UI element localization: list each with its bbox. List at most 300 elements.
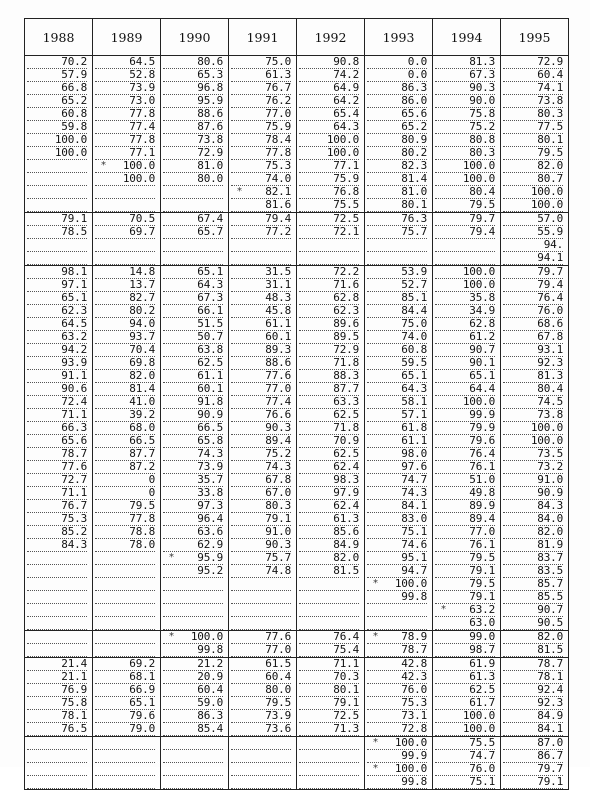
- cell-value-upper: 14.8: [95, 266, 155, 279]
- table-cell: [93, 552, 161, 578]
- table-row: [25, 344, 569, 370]
- cell-value-lower: 84.9: [299, 539, 359, 552]
- cell-value-lower: 97.9: [299, 487, 359, 500]
- cell-value-upper: 100.0: [503, 422, 563, 435]
- cell-value-upper: 72.4: [27, 396, 87, 409]
- cell-value-upper: [231, 737, 291, 750]
- table-cell: [25, 396, 93, 422]
- cell-value-lower: 60.1: [231, 331, 291, 344]
- cell-value-lower: 93.7: [95, 331, 155, 344]
- table-row: [25, 239, 569, 266]
- cell-value-upper: 93.1: [503, 344, 563, 357]
- cell-value-upper: 76.3: [367, 213, 427, 226]
- table-cell: [297, 474, 365, 500]
- table-cell: [365, 631, 433, 658]
- cell-value-upper: 72.5: [299, 710, 359, 723]
- table-cell: [229, 370, 297, 396]
- cell-value-upper: 77.6: [231, 631, 291, 644]
- table-cell: [501, 578, 569, 604]
- table-cell: [433, 448, 501, 474]
- cell-value-upper: 62.8: [435, 318, 495, 331]
- table-row: [25, 370, 569, 396]
- cell-value-lower: 39.2: [95, 409, 155, 422]
- table-cell: [161, 474, 229, 500]
- cell-value-lower: 65.1: [95, 697, 155, 710]
- table-cell: [365, 396, 433, 422]
- table-cell: [25, 56, 93, 83]
- cell-value-upper: 94.: [503, 239, 563, 252]
- cell-value-upper: 65.4: [299, 108, 359, 121]
- cell-value-upper: [27, 737, 87, 750]
- table-cell: [161, 552, 229, 578]
- table-cell: [365, 448, 433, 474]
- table-cell: [229, 684, 297, 710]
- table-row: [25, 292, 569, 318]
- cell-value-lower: [299, 617, 359, 630]
- cell-value-lower: 79.6: [435, 435, 495, 448]
- cell-value-upper: 75.0: [231, 56, 291, 69]
- table-cell: [501, 292, 569, 318]
- cell-value-upper: 73.9: [231, 710, 291, 723]
- cell-value-upper: 66.3: [27, 422, 87, 435]
- cell-value-lower: 77.5: [503, 121, 563, 134]
- cell-value-lower: 70.3: [299, 671, 359, 684]
- cell-value-upper: 75.3: [231, 160, 291, 173]
- cell-value-lower: 79.1: [435, 591, 495, 604]
- table-cell: [433, 631, 501, 658]
- cell-value-lower: 75.9: [299, 173, 359, 186]
- table-cell: [365, 604, 433, 631]
- table-cell: [501, 186, 569, 213]
- cell-value-upper: 80.1: [299, 684, 359, 697]
- table-cell: [93, 56, 161, 83]
- cell-value-lower: 61.2: [435, 331, 495, 344]
- cell-value-upper: 75.8: [435, 108, 495, 121]
- cell-value-lower: 90.3: [231, 539, 291, 552]
- table-cell: [25, 710, 93, 737]
- table-cell: [365, 134, 433, 160]
- cell-value-lower: [163, 776, 223, 789]
- cell-value-lower: 13.7: [95, 279, 155, 292]
- cell-value-upper: 77.4: [231, 396, 291, 409]
- cell-value-upper: 82.7: [95, 292, 155, 305]
- cell-value-lower: 72.8: [367, 723, 427, 736]
- cell-value-lower: 89.4: [231, 435, 291, 448]
- cell-value-upper: [95, 578, 155, 591]
- cell-value-upper: 100.0: [367, 578, 427, 591]
- table-cell: [501, 710, 569, 737]
- cell-value-lower: [27, 173, 87, 186]
- table-cell: [365, 578, 433, 604]
- table-row: [25, 658, 569, 685]
- cell-value-upper: 76.7: [231, 82, 291, 95]
- table-cell: [297, 500, 365, 526]
- table-cell: [229, 422, 297, 448]
- cell-value-upper: 80.3: [503, 108, 563, 121]
- table-cell: [229, 448, 297, 474]
- table-cell: [433, 292, 501, 318]
- cell-value-lower: 96.4: [163, 513, 223, 526]
- data-table: [24, 18, 569, 790]
- cell-value-upper: 65.1: [163, 266, 223, 279]
- cell-value-lower: 65.3: [163, 69, 223, 82]
- asterisk-mark: *: [441, 604, 446, 615]
- table-cell: [229, 186, 297, 213]
- cell-value-upper: 51.5: [163, 318, 223, 331]
- cell-value-lower: 85.4: [163, 723, 223, 736]
- table-cell: [365, 344, 433, 370]
- cell-value-upper: 72.9: [503, 56, 563, 69]
- cell-value-upper: 88.3: [299, 370, 359, 383]
- table-cell: [93, 578, 161, 604]
- cell-value-lower: 80.4: [503, 383, 563, 396]
- table-cell: [433, 737, 501, 764]
- cell-value-upper: 61.8: [367, 422, 427, 435]
- cell-value-upper: 100.0: [299, 134, 359, 147]
- cell-value-upper: 72.9: [299, 344, 359, 357]
- cell-value-upper: 82.0: [95, 370, 155, 383]
- cell-value-upper: 82.1: [231, 186, 291, 199]
- cell-value-lower: 100.0: [435, 173, 495, 186]
- cell-value-lower: 61.3: [231, 69, 291, 82]
- cell-value-lower: 61.7: [435, 697, 495, 710]
- cell-value-lower: 100.0: [27, 147, 87, 160]
- table-cell: [93, 396, 161, 422]
- cell-value-lower: 62.3: [27, 305, 87, 318]
- cell-value-lower: 59.0: [163, 697, 223, 710]
- cell-value-upper: 89.3: [231, 344, 291, 357]
- cell-value-lower: 20.9: [163, 671, 223, 684]
- table-cell: [93, 266, 161, 293]
- cell-value-upper: 80.3: [231, 500, 291, 513]
- cell-value-lower: 97.1: [27, 279, 87, 292]
- cell-value-lower: 76.6: [231, 409, 291, 422]
- cell-value-upper: 78.8: [95, 526, 155, 539]
- cell-value-lower: 62.3: [299, 305, 359, 318]
- table-cell: [501, 500, 569, 526]
- table-cell: [93, 344, 161, 370]
- cell-value-upper: 79.7: [503, 266, 563, 279]
- table-cell: [501, 422, 569, 448]
- cell-value-lower: 60.1: [163, 383, 223, 396]
- table-cell: [433, 318, 501, 344]
- cell-value-lower: [299, 591, 359, 604]
- table-cell: [93, 318, 161, 344]
- cell-value-upper: 90.3: [231, 422, 291, 435]
- table-cell: [501, 344, 569, 370]
- cell-value-lower: 74.0: [231, 173, 291, 186]
- table-cell: [433, 658, 501, 685]
- table-cell: [433, 422, 501, 448]
- cell-value-lower: 75.7: [367, 226, 427, 239]
- cell-value-lower: 90.9: [503, 487, 563, 500]
- cell-value-lower: 73.0: [95, 95, 155, 108]
- cell-value-lower: [299, 750, 359, 763]
- cell-value-upper: 76.7: [27, 500, 87, 513]
- table-cell: [93, 500, 161, 526]
- cell-value-lower: 64.3: [299, 121, 359, 134]
- table-cell: [297, 578, 365, 604]
- table-cell: [433, 239, 501, 266]
- table-cell: [297, 631, 365, 658]
- cell-value-upper: 79.5: [435, 578, 495, 591]
- cell-value-upper: 0: [95, 474, 155, 487]
- table-cell: [161, 108, 229, 134]
- table-cell: [297, 213, 365, 240]
- cell-value-lower: 0.0: [367, 69, 427, 82]
- cell-value-lower: 90.1: [435, 357, 495, 370]
- table-cell: [25, 684, 93, 710]
- table-cell: [93, 370, 161, 396]
- cell-value-upper: [95, 186, 155, 199]
- cell-value-upper: 79.9: [435, 422, 495, 435]
- cell-value-upper: [299, 763, 359, 776]
- cell-value-lower: [27, 199, 87, 212]
- cell-value-upper: 84.3: [503, 500, 563, 513]
- cell-value-lower: 64.3: [163, 279, 223, 292]
- year-header: 1995: [501, 19, 569, 56]
- cell-value-lower: 88.6: [231, 357, 291, 370]
- cell-value-lower: 100.0: [503, 435, 563, 448]
- table-row: [25, 186, 569, 213]
- cell-value-lower: 84.3: [27, 539, 87, 552]
- cell-value-upper: [435, 239, 495, 252]
- cell-value-upper: 62.8: [299, 292, 359, 305]
- cell-value-lower: [231, 750, 291, 763]
- cell-value-upper: 79.4: [231, 213, 291, 226]
- table-cell: [229, 266, 297, 293]
- cell-value-lower: 77.4: [95, 121, 155, 134]
- table-cell: [229, 396, 297, 422]
- cell-value-upper: 73.9: [95, 82, 155, 95]
- table-cell: [25, 422, 93, 448]
- cell-value-upper: 75.7: [231, 552, 291, 565]
- cell-value-lower: 85.5: [503, 591, 563, 604]
- cell-value-upper: 91.1: [27, 370, 87, 383]
- cell-value-upper: 94.2: [27, 344, 87, 357]
- table-cell: [25, 737, 93, 764]
- table-cell: [161, 448, 229, 474]
- cell-value-lower: 80.0: [163, 173, 223, 186]
- cell-value-lower: 78.1: [503, 671, 563, 684]
- cell-value-upper: [367, 604, 427, 617]
- cell-value-lower: 97.6: [367, 461, 427, 474]
- cell-value-upper: 0.0: [367, 56, 427, 69]
- cell-value-lower: 66.1: [163, 305, 223, 318]
- cell-value-lower: 94.1: [503, 252, 563, 265]
- table-cell: [229, 604, 297, 631]
- cell-value-upper: [231, 763, 291, 776]
- year-header: 1988: [25, 19, 93, 56]
- table-cell: [161, 710, 229, 737]
- table-cell: [161, 160, 229, 186]
- table-cell: [229, 213, 297, 240]
- table-cell: [433, 266, 501, 293]
- table-cell: [161, 213, 229, 240]
- table-row: [25, 448, 569, 474]
- cell-value-lower: 76.0: [503, 305, 563, 318]
- cell-value-lower: 74.0: [367, 331, 427, 344]
- cell-value-lower: [231, 776, 291, 789]
- table-cell: [501, 737, 569, 764]
- table-row: [25, 108, 569, 134]
- cell-value-lower: 72.9: [163, 147, 223, 160]
- cell-value-lower: 99.9: [435, 409, 495, 422]
- cell-value-lower: 98.7: [435, 644, 495, 657]
- asterisk-mark: *: [373, 578, 378, 589]
- table-cell: [365, 737, 433, 764]
- table-cell: [365, 684, 433, 710]
- cell-value-lower: 76.5: [27, 723, 87, 736]
- cell-value-lower: 75.5: [299, 199, 359, 212]
- table-cell: [501, 239, 569, 266]
- cell-value-lower: 86.7: [503, 750, 563, 763]
- cell-value-lower: 75.1: [435, 776, 495, 789]
- cell-value-upper: 87.7: [95, 448, 155, 461]
- table-cell: [93, 526, 161, 552]
- cell-value-lower: 90.6: [27, 383, 87, 396]
- cell-value-lower: 21.1: [27, 671, 87, 684]
- cell-value-lower: 66.5: [95, 435, 155, 448]
- cell-value-upper: [27, 631, 87, 644]
- cell-value-upper: 91.8: [163, 396, 223, 409]
- cell-value-lower: 79.1: [503, 776, 563, 789]
- cell-value-upper: 84.1: [367, 500, 427, 513]
- cell-value-upper: 91.0: [231, 526, 291, 539]
- cell-value-lower: 94.7: [367, 565, 427, 578]
- cell-value-lower: [27, 644, 87, 657]
- cell-value-lower: 73.9: [163, 461, 223, 474]
- cell-value-upper: 61.5: [231, 658, 291, 671]
- cell-value-lower: 84.0: [503, 513, 563, 526]
- cell-value-upper: 98.3: [299, 474, 359, 487]
- table-cell: [229, 526, 297, 552]
- asterisk-mark: *: [101, 160, 106, 171]
- table-cell: [433, 604, 501, 631]
- table-cell: [229, 658, 297, 685]
- cell-value-upper: 63.2: [435, 604, 495, 617]
- cell-value-upper: 79.5: [435, 552, 495, 565]
- table-cell: [25, 552, 93, 578]
- cell-value-lower: 74.6: [367, 539, 427, 552]
- table-cell: [501, 370, 569, 396]
- table-cell: [297, 604, 365, 631]
- table-row: [25, 737, 569, 764]
- cell-value-lower: 95.2: [163, 565, 223, 578]
- cell-value-upper: [231, 578, 291, 591]
- table-cell: [25, 344, 93, 370]
- table-cell: [25, 186, 93, 213]
- cell-value-lower: 80.7: [503, 173, 563, 186]
- cell-value-upper: [27, 763, 87, 776]
- cell-value-lower: 92.3: [503, 697, 563, 710]
- cell-value-upper: 81.0: [163, 160, 223, 173]
- cell-value-upper: 76.4: [299, 631, 359, 644]
- cell-value-lower: 83.5: [503, 565, 563, 578]
- cell-value-upper: 80.6: [163, 56, 223, 69]
- table-row: [25, 213, 569, 240]
- table-cell: [229, 239, 297, 266]
- table-row: [25, 160, 569, 186]
- cell-value-lower: 76.1: [435, 461, 495, 474]
- cell-value-upper: 75.5: [435, 737, 495, 750]
- cell-value-upper: 80.8: [435, 134, 495, 147]
- cell-value-upper: 75.2: [231, 448, 291, 461]
- table-cell: [297, 344, 365, 370]
- cell-value-lower: 65.2: [367, 121, 427, 134]
- cell-value-lower: 99.8: [367, 776, 427, 789]
- year-header: 1991: [229, 19, 297, 56]
- cell-value-upper: 79.6: [95, 710, 155, 723]
- table-cell: [501, 526, 569, 552]
- table-cell: [433, 186, 501, 213]
- table-cell: [433, 160, 501, 186]
- table-cell: [229, 500, 297, 526]
- table-row: [25, 82, 569, 108]
- cell-value-upper: 60.8: [27, 108, 87, 121]
- table-cell: [365, 552, 433, 578]
- table-cell: [93, 737, 161, 764]
- cell-value-lower: 64.3: [367, 383, 427, 396]
- cell-value-lower: 34.9: [435, 305, 495, 318]
- table-cell: [297, 292, 365, 318]
- table-cell: [365, 710, 433, 737]
- cell-value-upper: 61.9: [435, 658, 495, 671]
- table-cell: [93, 239, 161, 266]
- table-row: [25, 604, 569, 631]
- cell-value-lower: 75.3: [367, 697, 427, 710]
- cell-value-lower: [435, 252, 495, 265]
- cell-value-lower: 68.1: [95, 671, 155, 684]
- cell-value-upper: 100.0: [435, 266, 495, 279]
- table-cell: [297, 160, 365, 186]
- cell-value-upper: 70.4: [95, 344, 155, 357]
- table-cell: [365, 500, 433, 526]
- cell-value-upper: [163, 186, 223, 199]
- cell-value-lower: 87.7: [299, 383, 359, 396]
- cell-value-lower: 63.0: [435, 617, 495, 630]
- cell-value-upper: 99.0: [435, 631, 495, 644]
- cell-value-upper: 62.4: [299, 500, 359, 513]
- cell-value-lower: [299, 252, 359, 265]
- cell-value-upper: 90.7: [503, 604, 563, 617]
- cell-value-upper: 78.4: [231, 134, 291, 147]
- cell-value-upper: 65.1: [367, 370, 427, 383]
- cell-value-lower: 99.8: [367, 591, 427, 604]
- cell-value-lower: 74.2: [299, 69, 359, 82]
- cell-value-lower: 100.0: [435, 723, 495, 736]
- cell-value-upper: 66.5: [163, 422, 223, 435]
- cell-value-upper: 67.4: [163, 213, 223, 226]
- cell-value-upper: 77.8: [95, 108, 155, 121]
- table-cell: [501, 318, 569, 344]
- cell-value-upper: 74.7: [367, 474, 427, 487]
- asterisk-mark: *: [373, 631, 378, 642]
- cell-value-lower: [27, 252, 87, 265]
- cell-value-upper: 72.7: [27, 474, 87, 487]
- cell-value-upper: 81.0: [367, 186, 427, 199]
- cell-value-lower: [27, 776, 87, 789]
- cell-value-lower: 79.5: [503, 147, 563, 160]
- table-cell: [433, 108, 501, 134]
- table-cell: [161, 266, 229, 293]
- cell-value-lower: 65.2: [27, 95, 87, 108]
- table-cell: [433, 396, 501, 422]
- table-cell: [297, 526, 365, 552]
- cell-value-lower: 78.5: [27, 226, 87, 239]
- cell-value-lower: 72.1: [299, 226, 359, 239]
- cell-value-lower: 81.5: [503, 644, 563, 657]
